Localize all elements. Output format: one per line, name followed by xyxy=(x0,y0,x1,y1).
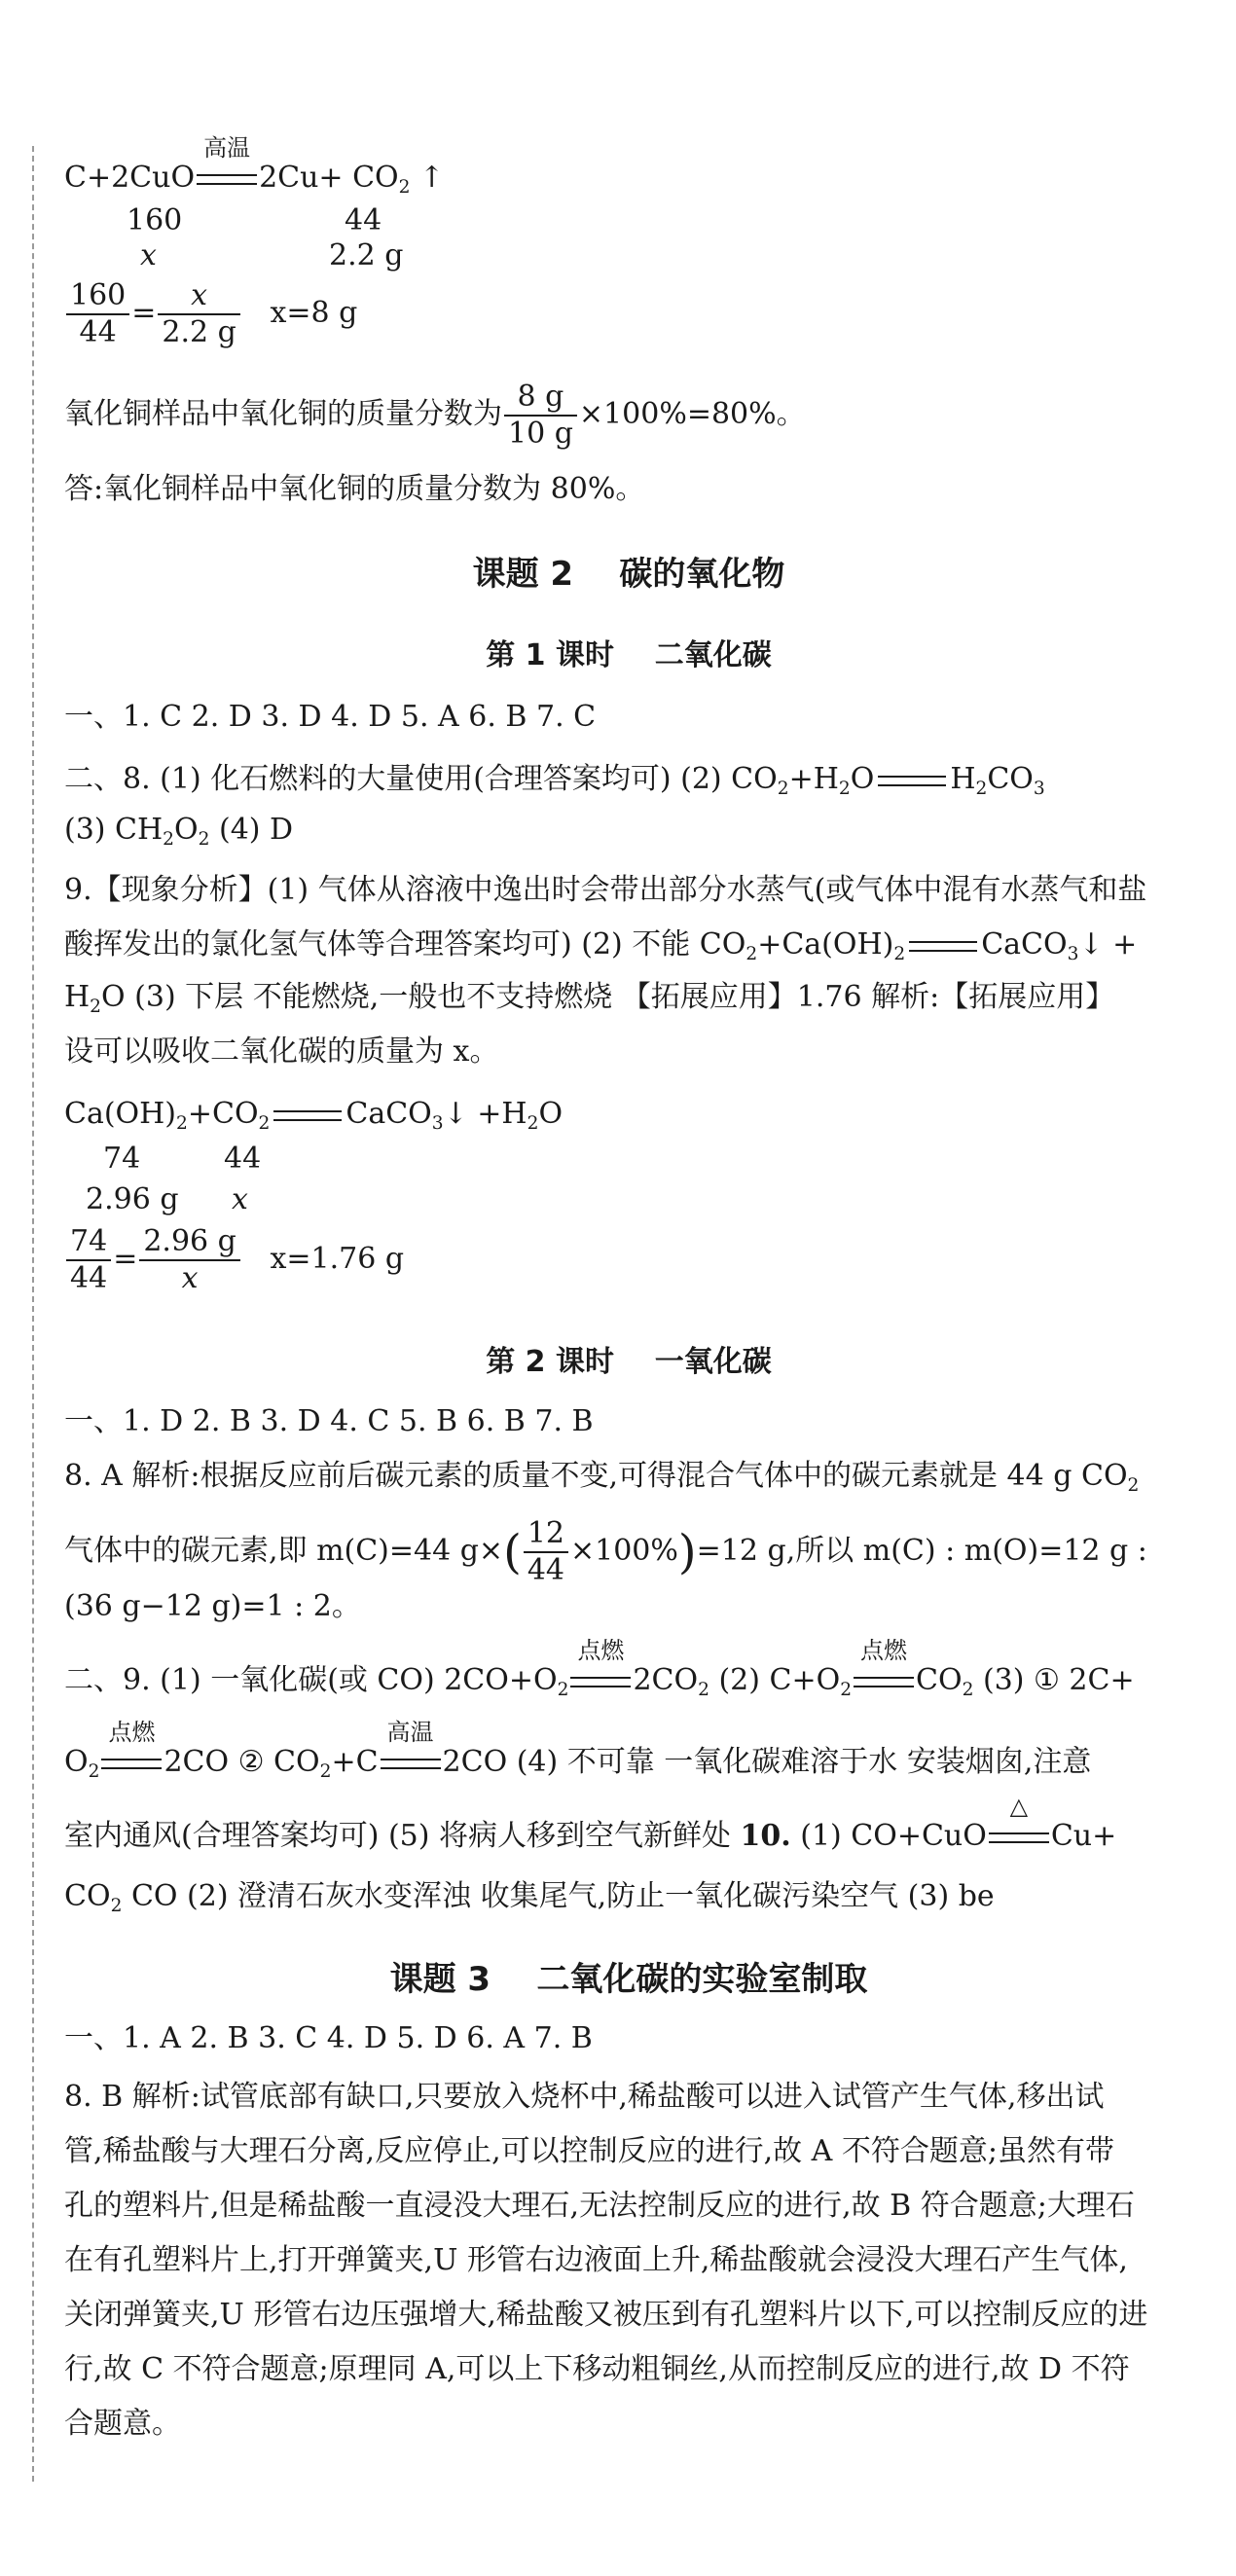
text: (2) C+O xyxy=(709,1663,841,1697)
subscript: 2 xyxy=(893,944,906,964)
mass-fraction-line xyxy=(64,380,806,452)
text: +CO xyxy=(187,1097,259,1131)
reaction-condition xyxy=(987,1793,1051,1851)
q8-lesson2-line-1 xyxy=(64,1459,1140,1496)
known-mass: 2.96 g xyxy=(86,1182,179,1216)
mc-answers-1 xyxy=(64,700,597,734)
frac-den: 2.2 g xyxy=(162,315,236,349)
q9-line-3 xyxy=(64,980,1115,1017)
text: ×100% xyxy=(570,1534,678,1568)
mc-answers-3: 一、1. A 2. B 3. C 4. D 5. D 6. A 7. B xyxy=(64,2021,593,2055)
frac-num: 160 xyxy=(66,278,129,315)
text: O (3) 下层 不能燃烧,一般也不支持燃烧 【拓展应用】1.76 解析:【拓展应用】 xyxy=(101,980,1115,1014)
subscript: 2 xyxy=(840,1680,853,1700)
subscript: 2 xyxy=(88,1761,100,1782)
subscript: 3 xyxy=(1033,779,1045,799)
q9-lesson2-line-1 xyxy=(64,1637,1135,1700)
topic-2-title: 课题 2 碳的氧化物 xyxy=(472,555,785,594)
text: 8. A 解析:根据反应前后碳元素的质量不变,可得混合气体中的碳元素就是 44 g CO xyxy=(64,1459,1128,1493)
proportion-1 xyxy=(64,278,357,350)
text: 一、1. C 2. D 3. D 4. D 5. A 6. B 7. C xyxy=(64,700,597,734)
text: (3) ① 2C+ xyxy=(973,1663,1135,1697)
frac-num: 8 g xyxy=(504,380,577,417)
frac-den: 44 xyxy=(79,315,117,349)
text: CaCO xyxy=(345,1097,432,1131)
q8-answer xyxy=(64,762,1045,799)
answer-line: 答:氧化铜样品中氧化铜的质量分数为 80%。 xyxy=(64,472,645,506)
subscript: 2 xyxy=(975,779,988,799)
text: ↓ + xyxy=(1078,927,1138,961)
molar-mass-cuo: 160 xyxy=(127,203,183,237)
text: O xyxy=(850,762,875,796)
equation-cuo xyxy=(64,134,445,198)
subscript: 2 xyxy=(698,1680,709,1700)
question-number: 10. xyxy=(740,1819,791,1853)
condition-label: 点燃 xyxy=(577,1637,625,1664)
frac-num: 12 xyxy=(524,1516,568,1553)
subscript: 2 xyxy=(176,1113,188,1134)
text: CO xyxy=(987,762,1034,796)
reaction-condition xyxy=(99,1719,164,1777)
subscript: 2 xyxy=(398,177,411,198)
text: H xyxy=(950,762,976,796)
frac-den: x xyxy=(181,1261,199,1295)
condition-label: 高温 xyxy=(203,134,251,162)
text: O xyxy=(538,1097,563,1131)
text: CaCO xyxy=(981,927,1068,961)
text: CO xyxy=(64,1879,111,1913)
frac-den: 44 xyxy=(527,1553,564,1587)
frac-num: 2.96 g xyxy=(139,1224,240,1261)
q8-topic3-line-4: 在有孔塑料片上,打开弹簧夹,U 形管右边液面上升,稀盐酸就会浸没大理石产生气体, xyxy=(64,2243,1128,2277)
molar-mass-caoh2: 74 xyxy=(103,1142,141,1176)
text: 二、8. (1) 化石燃料的大量使用(合理答案均可) (2) CO xyxy=(64,762,778,796)
molar-mass-co2: 44 xyxy=(345,203,382,237)
text: CO (2) 澄清石灰水变浑浊 收集尾气,防止一氧化碳污染空气 (3) be xyxy=(122,1879,995,1913)
equals: = xyxy=(131,296,157,330)
q9-line-1 xyxy=(64,873,1147,907)
reaction-condition xyxy=(568,1637,633,1695)
condition-label: 点燃 xyxy=(860,1637,908,1664)
unknown-x: x xyxy=(140,238,157,272)
text: (1) CO+CuO xyxy=(790,1819,987,1853)
subscript: 2 xyxy=(745,944,758,964)
text: +Ca(OH) xyxy=(757,927,894,961)
subscript: 2 xyxy=(557,1680,569,1700)
text: 2CO (4) 不可靠 一氧化碳难溶于水 安装烟囱,注意 xyxy=(442,1745,1092,1779)
frac-num: 74 xyxy=(66,1224,111,1261)
lesson-1-title: 第 1 课时 二氧化碳 xyxy=(486,638,772,672)
unknown-x: x xyxy=(232,1182,248,1216)
q8-topic3-line-2: 管,稀盐酸与大理石分离,反应停止,可以控制反应的进行,故 A 不符合题意;虽然有带 xyxy=(64,2134,1114,2168)
text: CO xyxy=(916,1663,963,1697)
q8-answer-cont xyxy=(64,813,294,850)
q9-lesson2-line-3 xyxy=(64,1793,1117,1853)
text: 2CO xyxy=(633,1663,699,1697)
q8-topic3-line-5: 关闭弹簧夹,U 形管右边压强增大,稀盐酸又被压到有孔塑料片以下,可以控制反应的进 xyxy=(64,2298,1148,2332)
text: +C xyxy=(331,1745,379,1779)
text: Ca(OH) xyxy=(64,1097,177,1131)
subscript: 3 xyxy=(431,1113,444,1134)
text: 9.【现象分析】(1) 气体从溶液中逸出时会带出部分水蒸气(或气体中混有水蒸气和盐 xyxy=(64,873,1147,907)
frac-den: 44 xyxy=(70,1261,108,1295)
binding-margin-line xyxy=(32,146,34,2482)
text: ↓ +H xyxy=(443,1097,527,1131)
q9-lesson2-line-2 xyxy=(64,1719,1092,1782)
proportion-2: $\frac{74}{44}$ = $\frac{2.96 g}{x}$ x=1.76 g xyxy=(64,1224,404,1296)
subscript: 2 xyxy=(1127,1475,1140,1496)
q8-topic3-line-1: 8. B 解析:试管底部有缺口,只要放入烧杯中,稀盐酸可以进入试管产生气体,移出试 xyxy=(64,2080,1105,2114)
text: 酸挥发出的氯化氢气体等合理答案均可) (2) 不能 CO xyxy=(64,927,746,961)
q8-topic3-line-6: 行,故 C 不符合题意;原理同 A,可以上下移动粗铜丝,从而控制反应的进行,故 D 不符 xyxy=(64,2352,1130,2386)
text: 氧化铜样品中氧化铜的质量分数为 xyxy=(64,397,502,431)
text: 气体中的碳元素,即 m(C)=44 g× xyxy=(64,1534,504,1568)
text: O xyxy=(174,813,199,847)
mc-answers-2: 一、1. D 2. B 3. D 4. C 5. B 6. B 7. B xyxy=(64,1404,594,1438)
subscript: 2 xyxy=(163,829,174,850)
eq-reactants: C+2CuO xyxy=(64,161,196,195)
subscript: 2 xyxy=(258,1113,271,1134)
q8-topic3-line-7: 合题意。 xyxy=(64,2407,181,2441)
q9-lesson2-line-4 xyxy=(64,1879,995,1916)
subscript: 2 xyxy=(777,779,789,799)
subscript: 2 xyxy=(110,1896,123,1916)
gas-arrow: ↑ xyxy=(419,161,445,195)
result-x: x=1.76 g xyxy=(270,1242,405,1276)
frac-num: x xyxy=(158,278,239,315)
reaction-condition xyxy=(379,1719,443,1777)
text: (3) CH xyxy=(64,813,164,847)
reaction-condition xyxy=(852,1637,916,1695)
subscript: 3 xyxy=(1067,944,1079,964)
subscript: 2 xyxy=(527,1113,539,1134)
result-x: x=8 g xyxy=(270,296,358,330)
known-mass: 2.2 g xyxy=(329,238,404,272)
q8-lesson2-line-3: (36 g−12 g)=1 : 2。 xyxy=(64,1589,361,1623)
text: Cu+ xyxy=(1050,1819,1117,1853)
q8-lesson2-line-2: 气体中的碳元素,即 m(C)=44 g×( $\frac{12}{44}$ ×100%)=12 g,所以 m(C) : m(O)=12 g : xyxy=(64,1516,1147,1587)
condition-label: 高温 xyxy=(386,1719,434,1746)
text: ×100%=80%。 xyxy=(578,397,806,431)
text: +H xyxy=(788,762,839,796)
frac-den: 10 g xyxy=(508,417,573,451)
subscript: 2 xyxy=(319,1761,332,1782)
text: O xyxy=(64,1745,89,1779)
text: H xyxy=(64,980,91,1014)
text: 二、9. (1) 一氧化碳(或 CO) 2CO+O xyxy=(64,1663,558,1697)
molar-mass-co2: 44 xyxy=(224,1142,262,1176)
reaction-condition xyxy=(195,134,259,193)
subscript: 2 xyxy=(90,997,102,1017)
text: =12 g,所以 m(C) : m(O)=12 g : xyxy=(696,1534,1147,1568)
q9-line-4: 设可以吸收二氧化碳的质量为 x。 xyxy=(64,1034,499,1069)
condition-label: 点燃 xyxy=(108,1719,156,1746)
subscript: 2 xyxy=(962,1680,974,1700)
lesson-2-title: 第 2 课时 一氧化碳 xyxy=(486,1345,772,1379)
text: 室内通风(合理答案均可) (5) 将病人移到空气新鲜处 xyxy=(64,1819,741,1853)
eq-products: 2Cu+ CO xyxy=(259,161,399,195)
q8-topic3-line-3: 孔的塑料片,但是稀盐酸一直浸没大理石,无法控制反应的进行,故 B 符合题意;大理石 xyxy=(64,2189,1135,2223)
q9-line-2 xyxy=(64,927,1138,964)
subscript: 2 xyxy=(838,779,851,799)
equation-caoh2 xyxy=(64,1097,563,1134)
text: 2CO ② CO xyxy=(164,1745,320,1779)
text: (4) D xyxy=(209,813,294,847)
topic-3-title: 课题 3 二氧化碳的实验室制取 xyxy=(389,1960,868,1999)
condition-label: △ xyxy=(1009,1793,1029,1820)
subscript: 2 xyxy=(198,829,210,850)
